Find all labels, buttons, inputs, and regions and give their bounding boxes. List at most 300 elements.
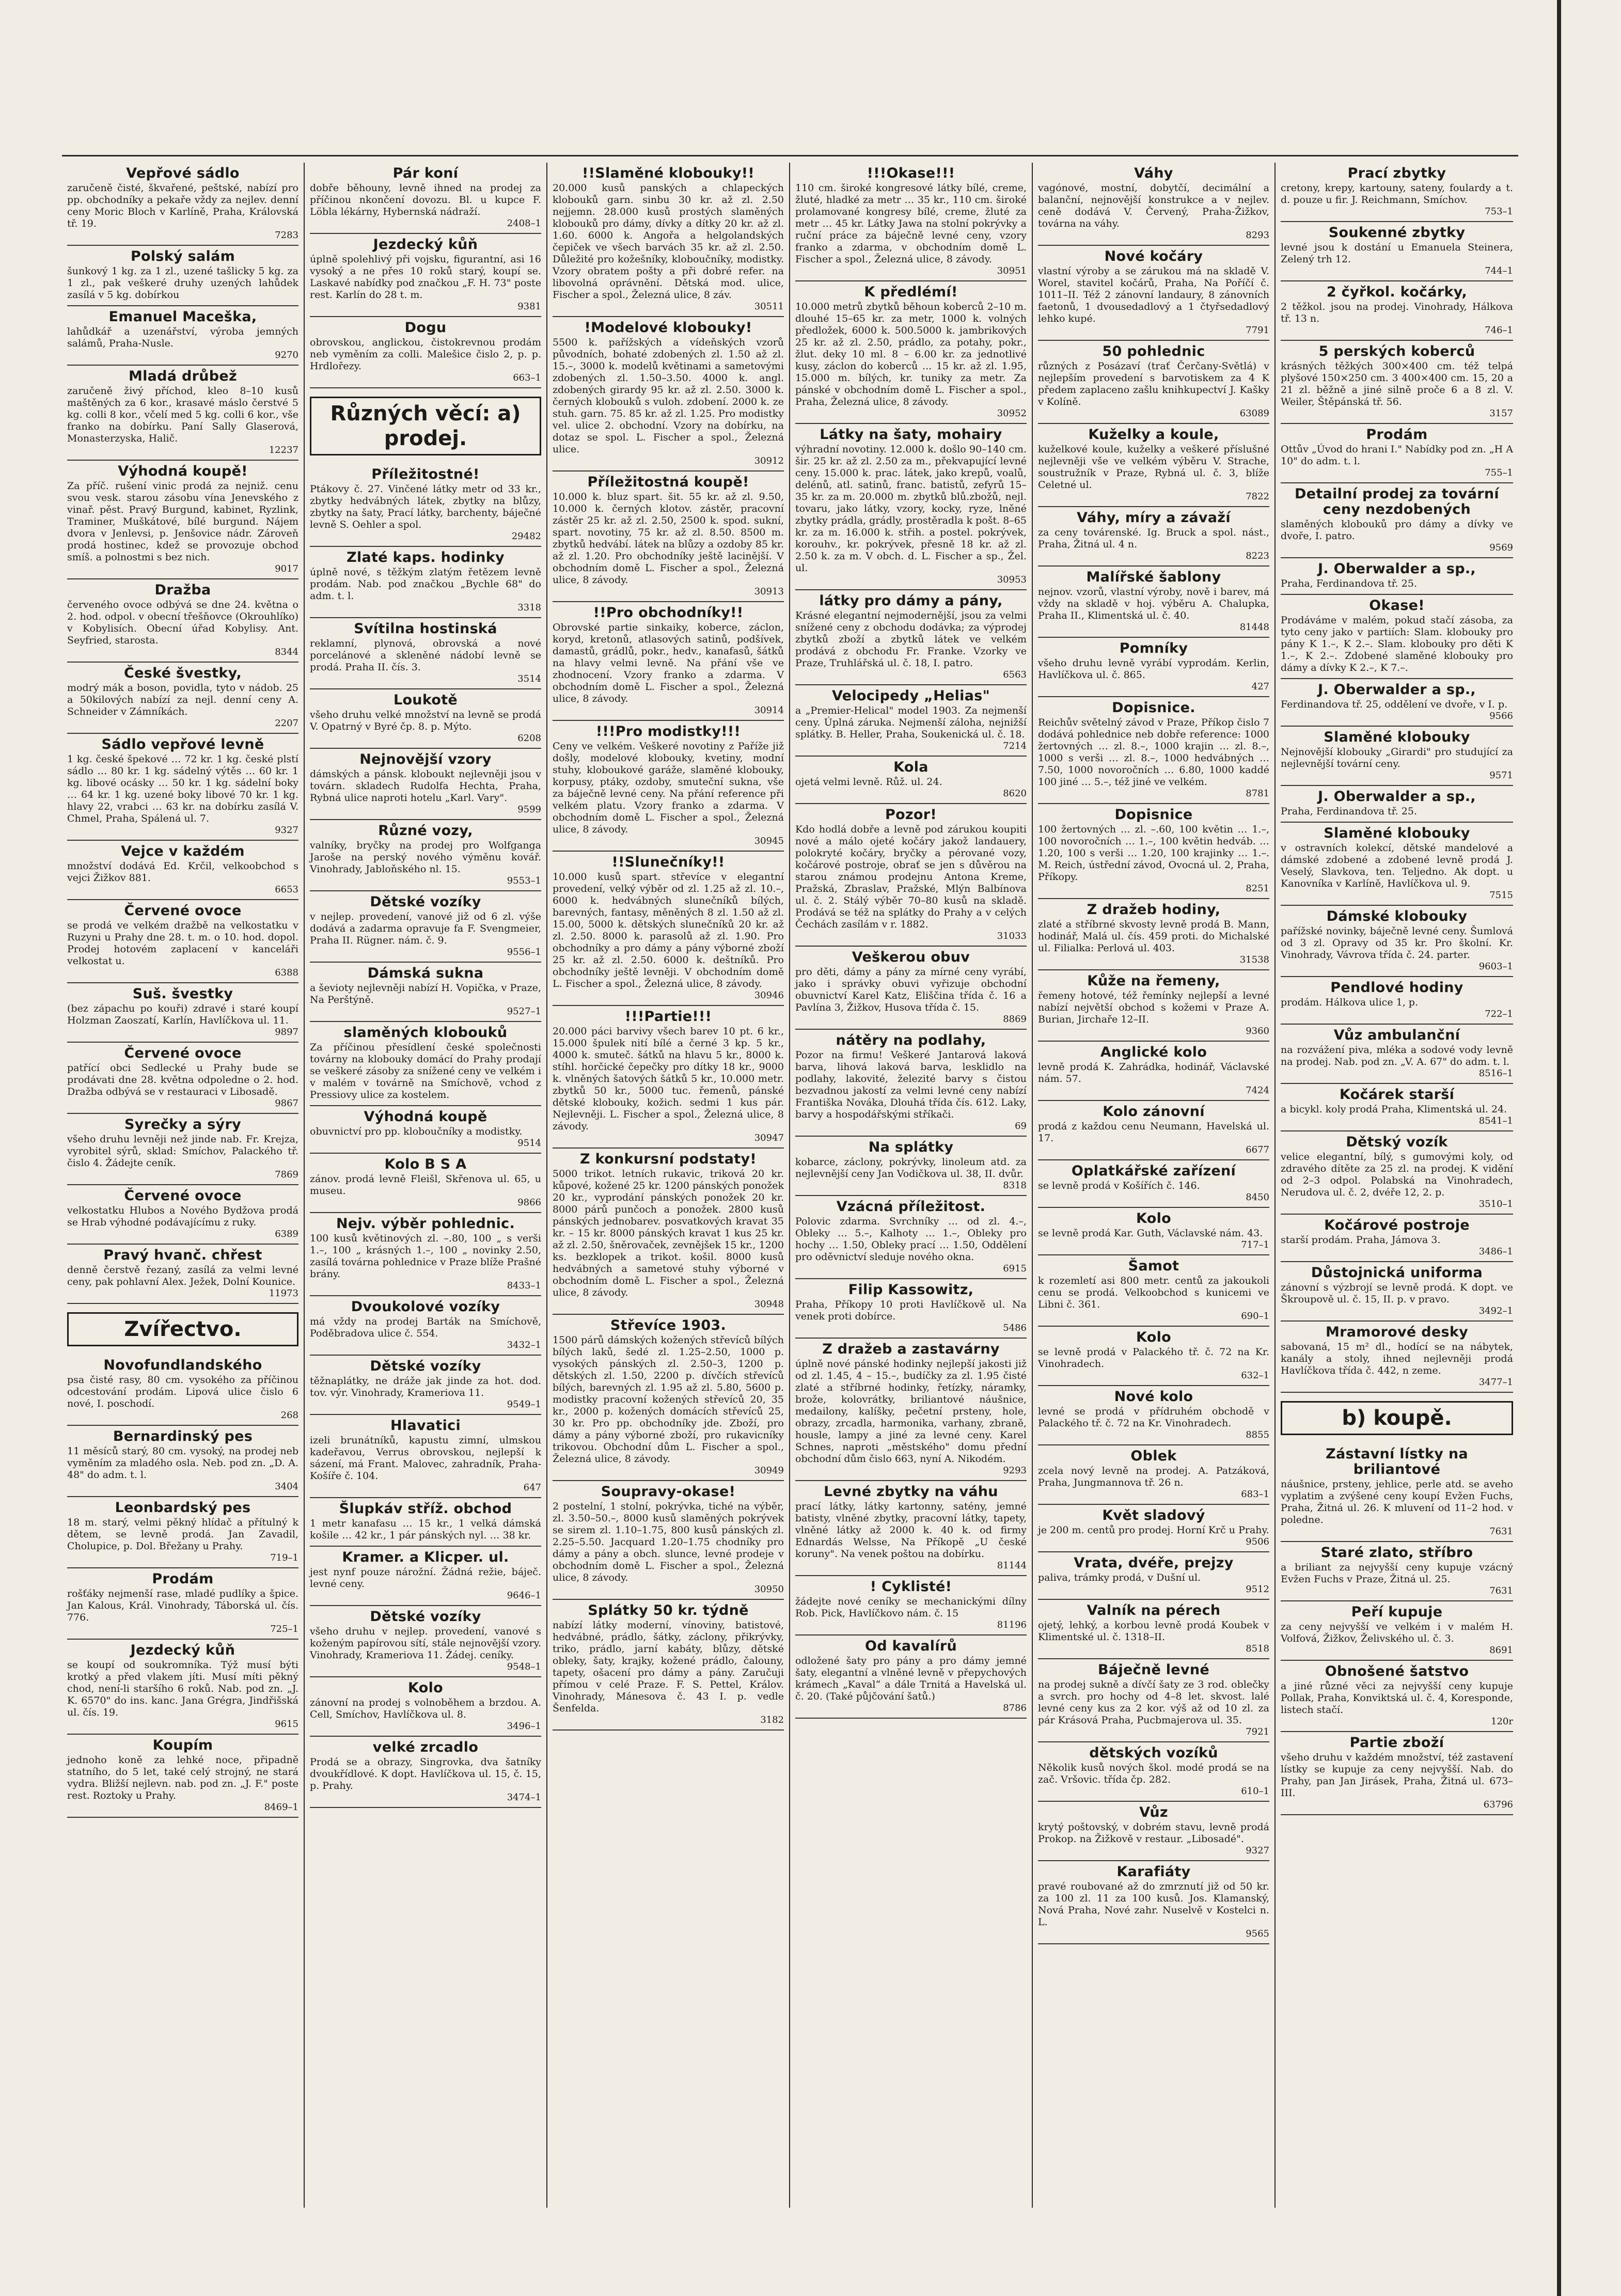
- ad-text: zcela nový levně na prodej. A. Patzáková, Praha, Jungmannova tř. 26 n.: [1038, 1465, 1269, 1488]
- ad-number: 31033: [997, 931, 1027, 941]
- classified-ad: [795, 1196, 1027, 1279]
- ad-title: Soupravy-okase!: [601, 1484, 736, 1500]
- ad-title: Kolo zánovní: [1103, 1104, 1205, 1120]
- ad-text: Polovic zdarma. Svrchníky … od zl. 4.–, Obleky … 5.–, Kalhoty … 1.–, Obleky pro hochy … 1.50, Obleky prací … 1.50, Oddělení pro oděvnictví sleduje nového okna.: [795, 1216, 1027, 1263]
- ad-title: Kočárek starší: [1339, 1087, 1455, 1103]
- ad-text: velice elegantní, bílý, s gumovými koly, od zdravého dítěte za 25 zl. na prodej. K vidění od 2–3 odpol. Polabská na Vinohradech, Nerudova ul. č. 2, dvéře 12, 2. p.: [1281, 1151, 1513, 1198]
- classified-ad: [1281, 341, 1513, 424]
- classified-ad: [67, 246, 298, 306]
- ad-title: Červené ovoce: [124, 1045, 242, 1061]
- ad-text: 20.000 kusů panských a chlapeckých klobouků garn. sinbu 30 kr. až zl. 2.50 nejjemn. 28.000 kusů prostých slaměných klobouků pro dámy, dívky a dítky 20 kr. až zl. 1.60. 6000 k. Angořa a helgolandských čepiček ve všech barvách 35 kr. až zl. 2.50. Důležité pro kožešníky, kloboučníky, modistky. Vzory obratem pošty a při dobré refer. na libovolná oprávnění. Dětská mod. ulice, Fischer a spol., Železná ulice, 8 záv.: [553, 182, 784, 301]
- ad-title: Filip Kassowitz,: [848, 1282, 974, 1298]
- ad-text: pravé roubované až do zmrznutí již od 50 kr. za 100 zl. 11 za 100 kusů. Jos. Klamanský, Nová Praha, Nové zahr. Nuselvě v Kostelci n. L.: [1038, 1881, 1269, 1928]
- ad-text: výhradní novotiny. 12.000 k. došlo 90–140 cm. šir. 25 kr. až zl. 2.50 za m., překvapující levné ceny. 15.000 k. prac. látek, jako krepů, voalů, delénů, atl. satinů, franc. batistů, zefyrů 15–35 kr. za m. 20.000 m. zbytků blů.zbožů, nejl. tovaru, jako látky, vzory, kocky, ryze, lněné zbytky prádla, grádly, prostěradla k pošt. 8–65 kr. za m. 16.000 k. střih. a postel. pokrývek, korouhv., kr. pokrývek, přesně 18 kr. až zl. 2.50 k. za m. V obch. d. L. Fischer a sp., Žel. ul.: [795, 444, 1027, 574]
- ad-number: 7921: [1246, 1726, 1269, 1737]
- ad-text: 18 m. starý, velmi pěkný hlídač a přítulný k dětem, se levně prodá. Jan Zavadil, Cholupice, p. Dol. Břežany u Prahy.: [67, 1517, 298, 1552]
- ad-title: Pár koní: [392, 165, 459, 181]
- classified-ad: [795, 757, 1027, 804]
- ad-title: Mladá drůbež: [128, 368, 238, 384]
- ad-number: 3510–1: [1478, 1199, 1513, 1209]
- ad-text: 110 cm. široké kongresové látky bílé, creme, žluté, hladké za metr … 35 kr., 110 cm. široké prolamované kongresy bílé, creme, žluté za metr … 45 kr. Látky Jawa na stolní pokrývky a ruční práce za báječně levné ceny, vzory franko a zdarma, v obchodním domě L. Fischer a spol., Železná ulice, 8 závody.: [795, 182, 1027, 265]
- ad-title: Květ sladový: [1102, 1507, 1205, 1523]
- ad-number: 7515: [1489, 890, 1513, 901]
- ad-title: J. Oberwalder a sp.,: [1318, 682, 1476, 698]
- ad-title: Báječně levné: [1098, 1662, 1209, 1678]
- columns: [62, 163, 1518, 2208]
- ad-number: 69: [1015, 1121, 1027, 1131]
- ad-title: Dětské vozíky: [370, 1358, 481, 1374]
- ad-text: a briliant za nejvyšší ceny kupuje vzácný Evžen Fuchs v Praze, Žitná ul. 25.: [1281, 1562, 1513, 1585]
- ad-text: patřící obci Sedlecké u Prahy bude se prodávati dne 28. května odpoledne o 2. hod. Dražba odbývá se v restauraci v Libosadě.: [67, 1062, 298, 1097]
- classified-ad: [1038, 638, 1269, 697]
- ad-text: všeho druhu levněji než jinde nab. Fr. Krejza, vyrobitel sýrů, sklad: Smíchov, Palackého tř. čislo 4. Žádejte ceník.: [67, 1134, 298, 1169]
- ad-title: Výhodná koupě: [364, 1109, 487, 1125]
- ad-number: 690–1: [1241, 1311, 1269, 1322]
- ad-text: řemeny hotové, též řemínky nejlepší a levné nabízí největší obchod s kožemi v Praze A. Burian, Jirchaře 12–II.: [1038, 990, 1269, 1025]
- ad-number: 30947: [754, 1133, 784, 1143]
- ad-number: 683–1: [1241, 1489, 1269, 1500]
- ad-number: 9571: [1489, 770, 1513, 781]
- ad-number: 7631: [1489, 1526, 1513, 1537]
- ad-number: 31538: [1239, 954, 1269, 965]
- ad-title: Různé vozy,: [378, 823, 473, 839]
- classified-ad: [1281, 1601, 1513, 1661]
- ad-title: České švestky,: [123, 665, 242, 681]
- ad-title: Slaměné klobouky: [1324, 825, 1470, 841]
- classified-ad: [795, 1635, 1027, 1719]
- ad-text: 10.000 kusů spart. střevíce v elegantní provedení, velký výběr od zl. 1.25 až zl. 10.–, 6000 k. hedvábných slunečníků bílých, barevných, fantasy, měněných 8 zl. 1.50 až zl. 15.00, 5000 k. dětských slunečníků 20 kr. až zl. 2.50. 8000 k. parasolů až zl. 1.90. Pro obchodníky a pro dámy a pány výborné zboží 25 kr. až zl. 2.50. 6000 k. deštníků. Pro obchodníky ještě levněji. V obchodním domě L. Fischer a spol., Železná ulice, 8 závody.: [553, 871, 784, 989]
- ad-text: zaručeně čisté, škvařené, peštské, nabízí pro pp. obchodníky a pekaře vždy za nejlev. denní ceny Moric Bloch v Karlíně, Praha, Královská tř. 19.: [67, 182, 298, 229]
- classified-ad: [1038, 1255, 1269, 1327]
- ad-number: 8781: [1246, 788, 1269, 799]
- classified-ad: [1038, 341, 1269, 424]
- ad-number: 744–1: [1485, 265, 1513, 276]
- ad-text: sabovaná, 15 m² dl., hodící se na nábytek, kanály a stoly, ihned nejlevněji prodá Havlíčkova třída č. 442, n zeme.: [1281, 1341, 1513, 1376]
- ad-number: 9566: [1489, 711, 1513, 721]
- ad-text: zánov. prodá levně Fleišl, Skřenova ul. 65, u museu.: [310, 1173, 541, 1197]
- ad-title: Šamot: [1128, 1258, 1179, 1274]
- ad-number: 9897: [275, 1027, 298, 1037]
- classified-ad: [67, 1735, 298, 1818]
- ad-number: 9867: [275, 1098, 298, 1109]
- ad-title: velké zrcadlo: [372, 1739, 479, 1755]
- classified-ad: [1281, 906, 1513, 977]
- ad-text: červeného ovoce odbývá se dne 24. května o 2. hod. odpol. v obecní třešňovce (Okrouhlíko) v Kobylisích. Obecní úřad Kobylisy. Ant. Seyfried, starosta.: [67, 599, 298, 646]
- ad-text: reklamní, plynová, obrovská a nové porcelánové a skleněné nádobí levně se prodá. Praha II. čís. 3.: [310, 638, 541, 673]
- classified-ad: [795, 281, 1027, 424]
- ad-number: 3157: [1489, 408, 1513, 419]
- classified-ad: [1281, 1131, 1513, 1215]
- ad-title: Syrečky a sýry: [124, 1116, 242, 1133]
- ad-text: levné se prodá v přídruhém obchodě v Palackého tř. č. 72 na Kr. Vinohradech.: [1038, 1406, 1269, 1429]
- classified-ad: [310, 1106, 541, 1154]
- ad-title: Kolo B S A: [384, 1156, 467, 1172]
- ad-text: za ceny továrenské. Ig. Bruck a spol. nást., Praha, Žitná ul. 4 n.: [1038, 527, 1269, 550]
- classified-ad: [1281, 786, 1513, 823]
- classified-ad: [1038, 1101, 1269, 1160]
- ad-number: 6563: [1003, 669, 1027, 680]
- ad-title: Váhy, míry a závaží: [1077, 510, 1231, 526]
- classified-ad: [310, 891, 541, 963]
- ad-title: Detailní prodej za tovární ceny nezdobených: [1295, 486, 1499, 517]
- ad-number: 8433–1: [507, 1280, 541, 1291]
- ad-text: 100 kusů květinových zl. –.80, 100 „ s verši 1.–, 100 „ krásných 1.–, 100 „ novinky 2.50, zasílá továrna pohlednice v Praze blíže Prašné brány.: [310, 1233, 541, 1280]
- ad-number: 7283: [275, 230, 298, 241]
- ad-number: 30945: [754, 836, 784, 846]
- ad-number: 7424: [1246, 1085, 1269, 1096]
- ad-text: 1 kg. české špekové … 72 kr. 1 kg. české plstí sádlo … 80 kr. 1 kg. sádelný výtěs … 60 kr. 1 kg. libové ocásky … 50 kr. 1 kg. sádelní boky … 64 kr. 1 kg. uzené boky libové 70 kr. 1 kg. hlavy 22, vrabci … 63 kr. na dobírku zasílá V. Chmel, Praha, Spálená ul. 7.: [67, 753, 298, 824]
- ad-title: Šlupkáv stříž. obchod: [339, 1501, 512, 1517]
- ad-title: Soukenné zbytky: [1328, 225, 1466, 241]
- ad-text: Kdo hodlá dobře a levně pod zárukou koupiti nové a málo ojeté kočáry jakož landauery, polokryté kočáry, bryčky a pérované vozy, kočárové postroje, obrať se jen s důvěrou na starou známou prodejnu Antona Kreme, Pražská, Zbraslav, Pražské, Mlýn Balbínova ul. č. 2. Stálý výběr 70–80 kusů na skladě. Prodává se též na splátky do Prahy a v celých Čechách zasílám v r. 1882.: [795, 824, 1027, 930]
- column-6: [1276, 163, 1518, 2208]
- ad-title: Dámská sukna: [367, 965, 484, 981]
- ad-number: 8855: [1246, 1429, 1269, 1440]
- ad-title: Karafiáty: [1116, 1864, 1191, 1880]
- ad-text: zánovní na prodej s volnoběhem a brzdou. A. Cell, Smíchov, Havlíčkova ul. 8.: [310, 1697, 541, 1720]
- ad-title: Pendlové hodiny: [1330, 980, 1463, 996]
- ad-title: Kočárové postroje: [1324, 1217, 1470, 1233]
- ad-text: se levně prodá v Palackého tř. č. 72 na Kr. Vinohradech.: [1038, 1346, 1269, 1370]
- classified-ad: [310, 820, 541, 891]
- classified-ad: [310, 317, 541, 388]
- ad-text: všeho druhu velké množství na levně se prodá V. Opatrný v Byré čp. 8. p. Mýto.: [310, 709, 541, 732]
- classified-ad: [1281, 222, 1513, 281]
- classified-ad: [553, 602, 784, 721]
- section-heading: Různých věcí: a) prodej.: [310, 397, 541, 455]
- classified-ad: [310, 618, 541, 689]
- ad-text: obrovskou, anglickou, čistokrevnou prodám neb vyměním za colli. Malešice čislo 2, p. p. Hrdlořezy.: [310, 337, 541, 372]
- ad-number: 9293: [1003, 1465, 1027, 1476]
- section-heading: b) koupě.: [1281, 1401, 1513, 1435]
- ad-text: Praha, Ferdinandova tř. 25.: [1281, 806, 1417, 817]
- ad-number: 30949: [754, 1465, 784, 1476]
- ad-text: denně čerstvě řezaný, zasílá za velmi levné ceny, pak pohlavní Alex. Ježek, Dolní Kounice.: [67, 1264, 298, 1287]
- ad-number: 9599: [517, 804, 541, 815]
- ad-text: a ševioty nejlevněji nabízí H. Vopička, v Praze, Na Perštýně.: [310, 982, 541, 1005]
- ad-text: Reichův světelný závod v Praze, Příkop čislo 7 dodává pohlednice neb dobře reference: 1000 žertovných … zl. 8.–, 1000 krajin … zl. 8.–, 1000 s verši … zl. 8.–, 1000 hedvábných … 7.50, 1000 novoročních … 6.80, 1000 kaddé 100 jiné … 5.–, též jiné ve velkém.: [1038, 717, 1269, 788]
- ad-title: Partie zboží: [1349, 1735, 1444, 1751]
- ad-text: ojetá velmi levně. Růž. ul. 24.: [795, 776, 942, 788]
- ad-title: Z dražeb a zastavárny: [822, 1341, 1000, 1357]
- ad-title: Sádlo vepřové levně: [101, 736, 264, 752]
- ad-text: psa čisté rasy, 80 cm. vysokého za příčinou odcestování prodám. Lipová ulice čislo 6 nové, I. poschodí.: [67, 1374, 298, 1409]
- ad-text: levné jsou k dostání u Emanuela Steinera, Zelený trh 12.: [1281, 242, 1513, 265]
- ad-title: Kolo: [407, 1680, 443, 1696]
- classified-ad: [1038, 1552, 1269, 1600]
- ad-text: 1500 párů dámských kožených střevíců bílých bílých laků, šedé zl. 1.25–2.50, 1000 p. vysokých pánských zl. 2.50–3, 1200 p. dětských zl. 1.50, 2200 p. dívčích střevíců bílých, barevných zl. 1.95 až zl. 5.80, 5600 p. modistky pracovní kožených střevíců 20, 35 kr., 2000 p. kožených domácích střevíců 25, 30 kr. Pro pp. obchodníky jde. Zboží, pro dámy a pány výborné zboží, pro rukavicníky trikovou. Obchodní dům L. Fischer a spol., Železná ulice, 8 závody.: [553, 1334, 784, 1465]
- ad-number: 3477–1: [1478, 1377, 1513, 1388]
- ad-number: 9553–1: [507, 875, 541, 886]
- ad-number: 30948: [754, 1299, 784, 1310]
- ad-number: 9569: [1489, 542, 1513, 553]
- ad-number: 9549–1: [507, 1399, 541, 1410]
- ad-number: 9514: [517, 1138, 541, 1149]
- ad-title: Červené ovoce: [124, 903, 242, 919]
- ad-title: Důstojnická uniforma: [1311, 1265, 1483, 1281]
- ad-number: 9646–1: [507, 1590, 541, 1601]
- classified-ad: [310, 689, 541, 749]
- column-5: [1033, 163, 1276, 2208]
- ad-text: zánovní s výzbrojí se levně prodá. K dopt. ve Škroupově ul. č. 15, II. p. v pravo.: [1281, 1282, 1513, 1305]
- ad-text: Nejnovější klobouky „Girardi" pro studující za nejlevnější tovární ceny.: [1281, 746, 1513, 769]
- ad-text: se levně prodá v Košířích č. 146.: [1038, 1180, 1200, 1191]
- classified-ad: [1281, 1322, 1513, 1393]
- ad-number: 9603–1: [1478, 961, 1513, 972]
- ad-number: 755–1: [1485, 467, 1513, 478]
- classified-ad: [553, 721, 784, 852]
- ad-text: Za příčinou přesídlení české společnosti továrny na klobouky domácí do Prahy prodají se veškeré zásoby za snížené ceny ve velkém i v malém v továrně na Smíchově, vchod z Pressiovy ulice za kostelem.: [310, 1042, 541, 1100]
- ad-number: 30946: [754, 990, 784, 1001]
- classified-ad: [1038, 1445, 1269, 1505]
- ad-text: různých z Posázaví (trať Čerčany-Světlá) v nejlepším provedení s barvotiskem za 4 K předem zaplaceno zašlu knihkupectví J. Kašky v Kolíně.: [1038, 360, 1269, 407]
- ad-number: 8344: [275, 647, 298, 657]
- ad-title: Z konkursní podstaty!: [580, 1151, 757, 1167]
- ad-title: Novofundlandského: [103, 1357, 262, 1373]
- ad-text: Praha, Příkopy 10 proti Havlíčkově ul. Na venek proti dobírce.: [795, 1299, 1027, 1322]
- ad-title: dětských vozíků: [1089, 1745, 1218, 1761]
- ad-number: 3432–1: [507, 1340, 541, 1350]
- ad-title: Vůz ambulanční: [1333, 1027, 1460, 1043]
- ad-number: 9017: [275, 563, 298, 574]
- ad-number: 8869: [1003, 1014, 1027, 1025]
- ad-number: 746–1: [1485, 325, 1513, 336]
- ad-number: 6388: [275, 967, 298, 978]
- ad-number: 3474–1: [507, 1792, 541, 1803]
- ad-title: Oblek: [1130, 1448, 1177, 1464]
- ad-number: 9270: [275, 350, 298, 360]
- classified-ad: [1038, 970, 1269, 1042]
- ad-number: 632–1: [1241, 1370, 1269, 1381]
- ad-number: 81144: [997, 1560, 1027, 1571]
- ad-number: 722–1: [1485, 1009, 1513, 1019]
- ad-text: se koupí od soukromníka. Týž musí býti krotký a před vlakem jíti. Musí míti pěkný chod, není-li staršího 6 roků. Nab. pod zn. „J. K. 6570" do ins. kanc. Jana Grégra, Jindřišská ul. čís. 19.: [67, 1659, 298, 1718]
- classified-ad: [67, 1355, 298, 1426]
- classified-ad: [553, 1006, 784, 1149]
- ad-title: Velocipedy „Helias": [832, 688, 990, 704]
- ad-number: 9866: [517, 1197, 541, 1208]
- classified-ad: [67, 1043, 298, 1114]
- classified-ad: [795, 1339, 1027, 1481]
- ad-number: 8786: [1003, 1703, 1027, 1713]
- ad-title: Nové kočáry: [1104, 248, 1203, 264]
- ad-title: 50 pohlednic: [1102, 343, 1205, 359]
- ad-text: Ottův „Úvod do hrani I." Nabídky pod zn. „H A 10" do adm. t. l.: [1281, 444, 1513, 467]
- classified-ad: [553, 1481, 784, 1600]
- ad-text: pro děti, dámy a pány za mírné ceny vyrábí, jako i správky obuvi vyřizuje obchodní obuvnictví Karel Katz, Eliščina třída č. 16 a Pavlína 3, Žižkov, Husova třída č. 15.: [795, 966, 1027, 1013]
- ad-title: Kolo: [1136, 1210, 1171, 1226]
- ad-title: Hlavatici: [390, 1418, 461, 1434]
- column-1: [62, 163, 305, 2208]
- ad-text: na rozvážení piva, mléka a sodové vody levně na prodej. Nab. pod zn. „V. A. 67" do adm. t. l.: [1281, 1044, 1513, 1067]
- ad-number: 6653: [275, 884, 298, 895]
- ad-title: !!!Partie!!!: [624, 1009, 712, 1025]
- ad-title: Dogu: [404, 320, 447, 336]
- classified-ad: [1281, 558, 1513, 595]
- classified-ad: [795, 685, 1027, 757]
- ad-title: Střevíce 1903.: [610, 1317, 727, 1333]
- classified-ad: [310, 1154, 541, 1213]
- classified-ad: [1281, 1084, 1513, 1131]
- classified-ad: [310, 1498, 541, 1547]
- ad-title: Valník na pérech: [1087, 1602, 1221, 1618]
- ad-title: Dražba: [154, 582, 211, 598]
- ad-title: J. Oberwalder a sp.,: [1318, 789, 1476, 805]
- ad-text: úplně spolehlivý při vojsku, figurantní, asi 16 vysoký a ne přes 10 roků starý, koupí se. Laskavé nabídky pod značkou „F. H. 73" poste rest. Karlín do 28 t. m.: [310, 254, 541, 301]
- ad-title: Staré zlato, stříbro: [1320, 1545, 1473, 1561]
- ad-text: žádejte nové ceníky se mechanickými dílny Rob. Pick, Havlíčkovo nám. č. 15: [795, 1596, 1027, 1619]
- ad-text: starší prodám. Praha, Jámova 3.: [1281, 1234, 1441, 1246]
- ad-text: kuželkové koule, kuželky a veškeré příslušné nejlevněji vše ve velkém výběru V. Strache, soustružník v Praze, Rybná ul. č. 3, blíže Celetné ul.: [1038, 444, 1269, 491]
- ad-title: Vejce v každém: [121, 843, 245, 859]
- ad-number: 8620: [1003, 788, 1027, 799]
- ad-number: 30914: [754, 705, 784, 716]
- ad-title: ! Cyklisté!: [870, 1579, 952, 1595]
- classified-ad: [553, 1315, 784, 1481]
- classified-ad: [1281, 424, 1513, 483]
- ad-number: 8541–1: [1478, 1115, 1513, 1126]
- ad-title: Dopisnice: [1114, 807, 1193, 823]
- ad-text: množství dodává Ed. Krčil, velkoobchod s vejci Žižkov 881.: [67, 860, 298, 884]
- ad-number: 7214: [1003, 741, 1027, 751]
- ad-text: šunkový 1 kg. za 1 zl., uzené tašlicky 5 kg. za 1 zl., pak veškeré druhy uzených lahůdek zasílá v 5 kg. dobírkou: [67, 265, 298, 301]
- ad-number: 9381: [517, 301, 541, 312]
- ad-title: Dětské vozíky: [370, 1609, 481, 1625]
- classified-ad: [1281, 1661, 1513, 1732]
- classified-ad: [310, 1415, 541, 1498]
- ad-number: 8251: [1246, 883, 1269, 894]
- ad-number: 6389: [275, 1229, 298, 1239]
- ad-text: je 200 m. centů pro prodej. Horní Krč u Prahy.: [1038, 1524, 1269, 1536]
- classified-ad: [1038, 507, 1269, 567]
- classified-ad: [1038, 246, 1269, 341]
- ad-title: !!Slunečníky!!: [611, 854, 725, 870]
- ad-title: nátěry na podlahy,: [836, 1032, 986, 1048]
- ad-title: Dámské klobouky: [1326, 908, 1468, 924]
- classified-ad: [795, 947, 1027, 1030]
- ad-text: úplně nové pánské hodinky nejlepší jakosti již od zl. 1.45, 4 – 15.–, budíčky za zl. 1.95 čisté zlaté a stříbrné hodinky, řetízky, náramky, brože, kolovrátky, briliantové náušnice, medailony, kalíšky, pečetní prsteny, hole, obrazy, zrcadla, harmonika, varhany, zbraně, housle, lampy a jiné za levné ceny. Karel Schnes, naproti „městského" domu přední obchodní dům čislo 663, nyní A. Nikodém.: [795, 1358, 1027, 1465]
- ad-number: 8450: [1246, 1192, 1269, 1203]
- classified-ad: [67, 663, 298, 734]
- ad-text: Krásné elegantní nejmodernější, jsou za velmi snížené ceny z obchodu dodávka; za výprodej zbytků zboží a zbytků látek ve velkém prodává z obchodu Fr. Franke. Vzorky ve Praze, Truhlářská ul. č. 18, I. patro.: [795, 610, 1027, 669]
- ad-text: slaměných klobouků pro dámy a dívky ve dvoře, I. patro.: [1281, 518, 1513, 542]
- ad-number: 725–1: [270, 1624, 298, 1634]
- ad-text: Prodá se a obrazy, Singrovka, dva šatníky dvoukřídlové. K dopt. Havlíčkova ul. 15, č. 15, p. Prahy.: [310, 1756, 541, 1791]
- ad-title: Výhodná koupě!: [118, 463, 248, 479]
- ad-text: se prodá ve velkém dražbě na velkostatku v Ruzyni u Prahy dne 28. t. m. o 10. hod. dopol. Prodej hotovém zaplacení v kanceláři velkostat u.: [67, 920, 298, 967]
- ad-title: Kůže na řemeny,: [1087, 973, 1220, 989]
- ad-title: Obnošené šatstvo: [1325, 1663, 1469, 1679]
- ad-text: Ceny ve velkém. Veškeré novotiny z Paříže již došly, modelové klobouky, kvetiny, modní stuhy, kloboukové garáže, slaměné klobouky, korpusy, ptáky, ozdoby, smuteční sukna, vše za báječně levné ceny. Na přání reference při velkém platu. Vzory franko a zdarma. V obchodním domě L. Fischer a spol., Železná ulice, 8 závody.: [553, 741, 784, 835]
- ad-title: Červené ovoce: [124, 1188, 242, 1204]
- ad-text: a „Premier-Helical" model 1903. Za nejmenší ceny. Úplná záruka. Nejmenší záloha, nejnižší splátky. B. Heller, Praha, Soukenická ul. č. 18.: [795, 705, 1027, 740]
- ad-text: úplně nové, s těžkým zlatým řetězem levně prodám. Nab. pod značkou „Bychle 68" do adm. t. l.: [310, 567, 541, 602]
- ad-number: 9327: [275, 825, 298, 836]
- classified-ad: [67, 1245, 298, 1304]
- ad-title: K předlémí!: [864, 284, 958, 300]
- ad-number: 8516–1: [1478, 1068, 1513, 1079]
- ad-text: valníky, bryčky na prodej pro Wolfganga Jaroše na perský nového výměnu kovář. Vinohrady, Jabloňského nl. 15.: [310, 840, 541, 875]
- classified-ad: [795, 804, 1027, 947]
- classified-ad: [795, 1576, 1027, 1635]
- classified-ad: [310, 1022, 541, 1106]
- ad-text: jednoho koně za lehké noce, připadně statního, do 5 let, také celý strojný, ne stará vydra. Bližší nejlevn. nab. pod zn. „J. F." poste rest. Roztoky u Prahy.: [67, 1754, 298, 1801]
- classified-ad: [1281, 1542, 1513, 1601]
- ad-number: 30953: [997, 574, 1027, 585]
- classified-ad: [1281, 679, 1513, 727]
- ad-title: Dopisnice.: [1112, 700, 1195, 716]
- classified-ad: [67, 841, 298, 900]
- ad-number: 9506: [1246, 1536, 1269, 1547]
- ad-text: všeho druhu v každém množství, též zastavení lístky se kupuje za ceny nejvyšší. Nab. do Prahy, pan Jan Jirásek, Praha, Žitná ul. 673–III.: [1281, 1752, 1513, 1799]
- ad-text: a bicykl. koly prodá Praha, Klimentská ul. 24.: [1281, 1104, 1507, 1115]
- classified-ad: [795, 590, 1027, 685]
- ad-number: 63796: [1483, 1799, 1513, 1810]
- ad-text: Praha, Ferdinandova tř. 25.: [1281, 578, 1417, 589]
- ad-number: 2408–1: [507, 218, 541, 229]
- ad-text: všeho druhu levně vyrábí vyprodám. Kerlin, Havlíčkova ul. č. 865.: [1038, 657, 1269, 681]
- ad-title: Malířské šablony: [1086, 569, 1221, 585]
- ad-title: Prodám: [1366, 427, 1428, 443]
- ad-number: 8469–1: [264, 1802, 298, 1813]
- ad-number: 29482: [511, 531, 541, 542]
- ad-title: 2 čyřkol. kočárky,: [1326, 284, 1468, 300]
- ad-number: 8318: [1003, 1180, 1027, 1191]
- classified-ad: [1038, 1042, 1269, 1101]
- classified-ad: [67, 1640, 298, 1735]
- ad-text: zaručeně živý příchod, kleo 8–10 kusů maštěných za 6 kor., krasavé máslo čerstvé 5 kg. colli 8 kor., včelí med 5 kg. colli 6 kor., vše franko na dobírku. Paní Sally Glaserová, Monasterzyska, Halič.: [67, 385, 298, 444]
- ad-title: Kramer. a Klicper. ul.: [342, 1549, 509, 1565]
- ad-text: kobarce, záclony, pokrývky, linoleum atd. za nejlevnější ceny Jan Vodičkova ul. 38, II. dvůr.: [795, 1156, 1027, 1180]
- classified-ad: [795, 1279, 1027, 1339]
- ad-number: 30952: [997, 408, 1027, 419]
- ad-number: 753–1: [1485, 206, 1513, 217]
- ad-text: 2 postelní, 1 stolní, pokrývka, tiché na výběr, zl. 3.50–50.–, 8000 kusů slaměných pokrývek se sirem zl. 1.10–1.75, 800 kusů pánských zl. 2.25–5.50. Jacquard 1.20–1.75 chodníky pro dámy a pány a obch. slunce, levné prodeje v obchodním domě L. Fischer a spol., Železná ulice, 8 závody.: [553, 1501, 784, 1583]
- ad-title: Peří kupuje: [1351, 1604, 1443, 1620]
- classified-ad: [67, 983, 298, 1043]
- ad-title: Vrata, dvéře, prejzy: [1074, 1555, 1234, 1571]
- ad-text: všeho druhu v nejlep. provedení, vanové s koženým papírovou sítí, stále nejnovější vzory. Vinohrady, Krameriova 11. Žádej. ceníky.: [310, 1626, 541, 1661]
- column-4: [790, 163, 1033, 2208]
- ad-title: !Modelové klobouky!: [584, 320, 752, 336]
- classified-ad: [67, 461, 298, 579]
- classified-ad: [310, 1737, 541, 1808]
- ad-title: Polský salám: [130, 248, 235, 264]
- ad-text: se levně prodá Kar. Guth, Václavské nám. 43.: [1038, 1228, 1263, 1239]
- ad-text: 100 žertovných … zl. –.60, 100 květin … 1.–, 100 novoročních … 1.–, 100 květin hedváb. … 1.20, 100 s verši … 1.20, 100 krajinky … 1.–. M. Reich, ústřední závod, Ovocná ul. 2, Praha, Příkopy.: [1038, 824, 1269, 883]
- classified-ad: [553, 471, 784, 602]
- classified-ad: [795, 1481, 1027, 1576]
- ad-number: 63089: [1239, 408, 1269, 419]
- ad-number: 3318: [517, 602, 541, 613]
- classified-ad: [553, 317, 784, 471]
- ad-text: Ferdinandova tř. 25, oddělení ve dvoře, v I. p.: [1281, 699, 1508, 710]
- classified-ad: [67, 1426, 298, 1497]
- ad-text: náušnice, prsteny, jehlice, perle atd. se aveho vyplatim a zvýšené ceny koupí Evžen Fuchs, Praha, Žitná ul. 26. K mluvení od 11–2 hod. v poledne.: [1281, 1479, 1513, 1526]
- ad-text: dobře běhouny, levně ihned na prodej za příčinou nkončení dovozu. Bl. u kupce F. Löbla lékárny, Hybernská nádraží.: [310, 182, 541, 217]
- ad-title: Loukotě: [393, 692, 458, 708]
- ad-title: slaměných klobouků: [343, 1025, 508, 1041]
- ad-text: na prodej sukně a dívčí šaty ze 3 rod. oblečky a svrch. pro hochy od 4–8 let. skvost. lalé levné ceny kus za 2 kor. výš až od 10 zl. za pár Krásová Praha, Pucbmajerova ul. 35.: [1038, 1679, 1269, 1726]
- ad-title: Váhy: [1134, 165, 1173, 181]
- classified-ad: [1038, 1208, 1269, 1255]
- ad-number: 9565: [1246, 1928, 1269, 1939]
- ad-text: 5500 k. pařížských a vídeňských vzorů původních, bohaté zdobených zl. 1.50 až zl. 15.–, 3000 k. modelů květinami a sametovými zdobených zl. 1.50–3.50. 4000 k. angl. zdobených girardy 95 kr. až zl. 2.50. 3000 k. černých klobouků s vuloh. zdobení. 2000 k. ze stuh. garn. 75. 85 kr. až zl. 1.25. Pro modistky vel. ulice 2. obchodní. Vzory na dobírku, na dotaz se spol. L. Fischer a spol., Železná ulice.: [553, 337, 784, 455]
- classified-ad: [1038, 899, 1269, 970]
- ad-number: 8223: [1246, 551, 1269, 561]
- ad-text: 2 těžkol. jsou na prodej. Vinohrady, Hálkova tř. 13 n.: [1281, 301, 1513, 324]
- ad-title: Látky na šaty, mohairy: [820, 427, 1002, 443]
